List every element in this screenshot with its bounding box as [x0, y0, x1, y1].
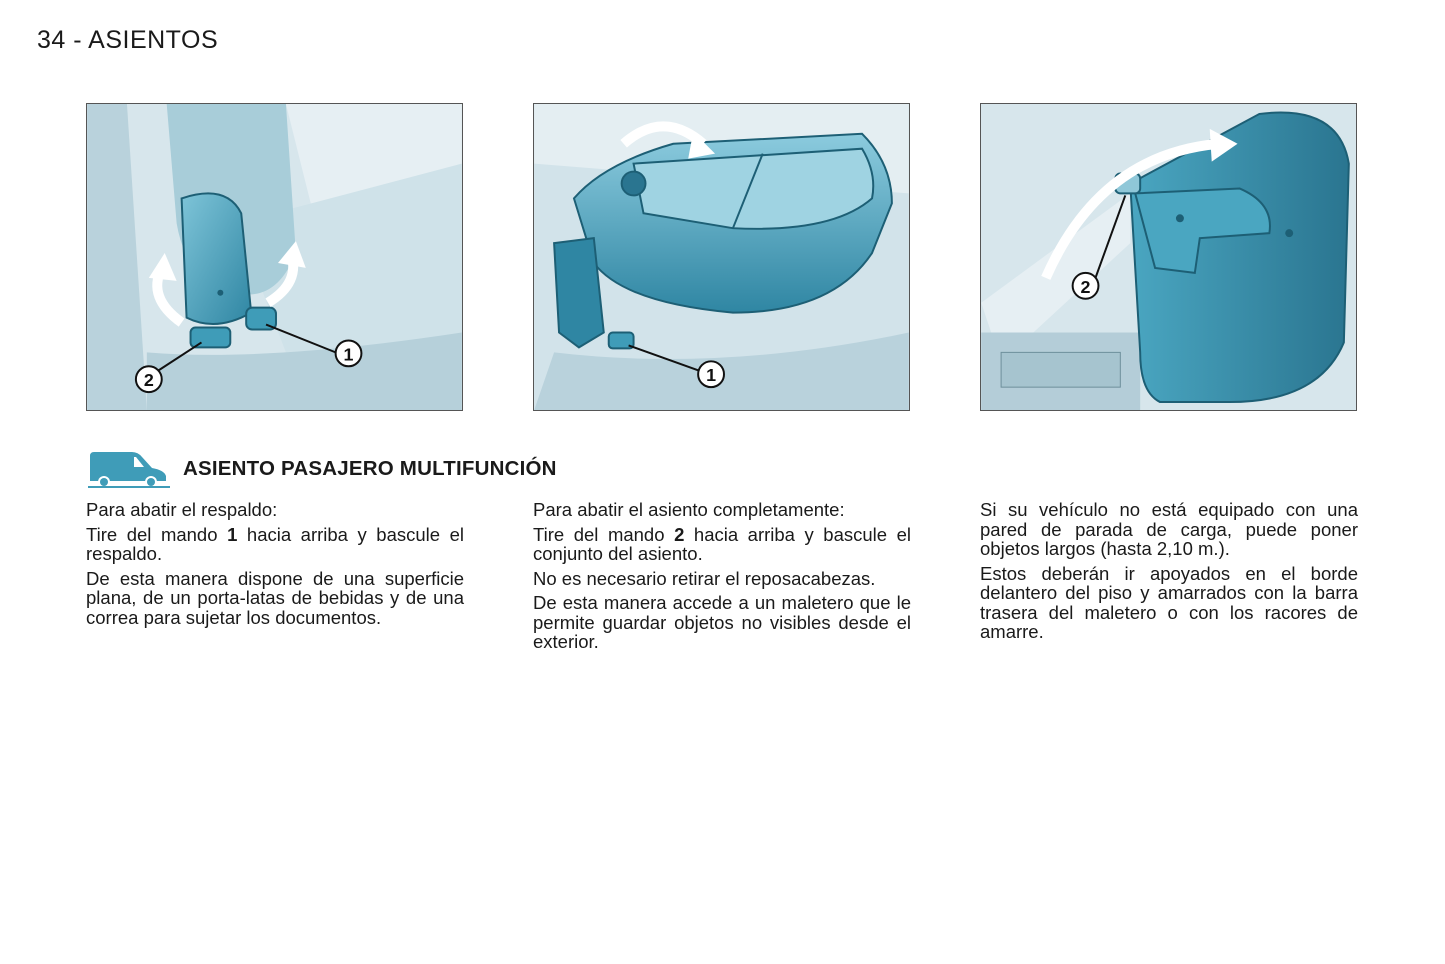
callout-1: 1: [706, 365, 717, 386]
page-header: [37, 26, 218, 55]
figure-seat-tipped: [980, 103, 1357, 411]
paragraph: Estos deberán ir apoyados en el borde delantero del piso y amarrados con la barra trasera del maletero o con los racores de amarre.: [980, 562, 1358, 642]
text-column-3: [980, 500, 1358, 647]
page-number: 34: [37, 26, 66, 54]
control-number: 2: [674, 523, 685, 545]
text-column-1: [86, 500, 464, 632]
section-heading: ASIENTO PASAJERO MULTIFUNCIÓN: [183, 457, 557, 480]
section-title: [88, 447, 557, 491]
seat-illustration: [981, 104, 1356, 410]
callout-2: 2: [1080, 276, 1091, 297]
text-run: Tire del mando: [533, 523, 675, 545]
seat-illustration: [534, 104, 909, 410]
figure-backrest-lever: [86, 103, 463, 411]
section-name: ASIENTOS: [88, 26, 219, 54]
seat-illustration: [87, 104, 462, 410]
figure-seat-folded: [533, 103, 910, 411]
text-column-2: [533, 500, 911, 657]
paragraph: [86, 525, 464, 564]
paragraph: Para abatir el asiento completamente:: [533, 499, 845, 520]
text-run: hacia arriba y bascule el respaldo.: [86, 523, 464, 564]
control-number: 1: [227, 523, 238, 545]
paragraph: [533, 525, 911, 564]
paragraph: No es necesario retirar el reposacabezas.: [533, 567, 876, 589]
header-separator: -: [65, 26, 89, 54]
paragraph: Si su vehículo no está equipado con una pared de parada de carga, puede poner objetos largos (hasta 2,10 m.).: [980, 499, 1358, 559]
paragraph: De esta manera accede a un maletero que le permite guardar objetos no visibles desde el exterior.: [533, 592, 911, 652]
text-run: hacia arriba y bascule el conjunto del asiento.: [533, 523, 911, 564]
paragraph: Para abatir el respaldo:: [86, 499, 278, 520]
van-icon: [88, 448, 170, 490]
callout-2: 2: [143, 370, 154, 391]
callout-1: 1: [343, 344, 354, 365]
text-run: Tire del mando: [86, 523, 228, 545]
paragraph: De esta manera dispone de una superficie plana, de un porta-latas de bebidas y de una correa para sujetar los documentos.: [86, 567, 464, 628]
